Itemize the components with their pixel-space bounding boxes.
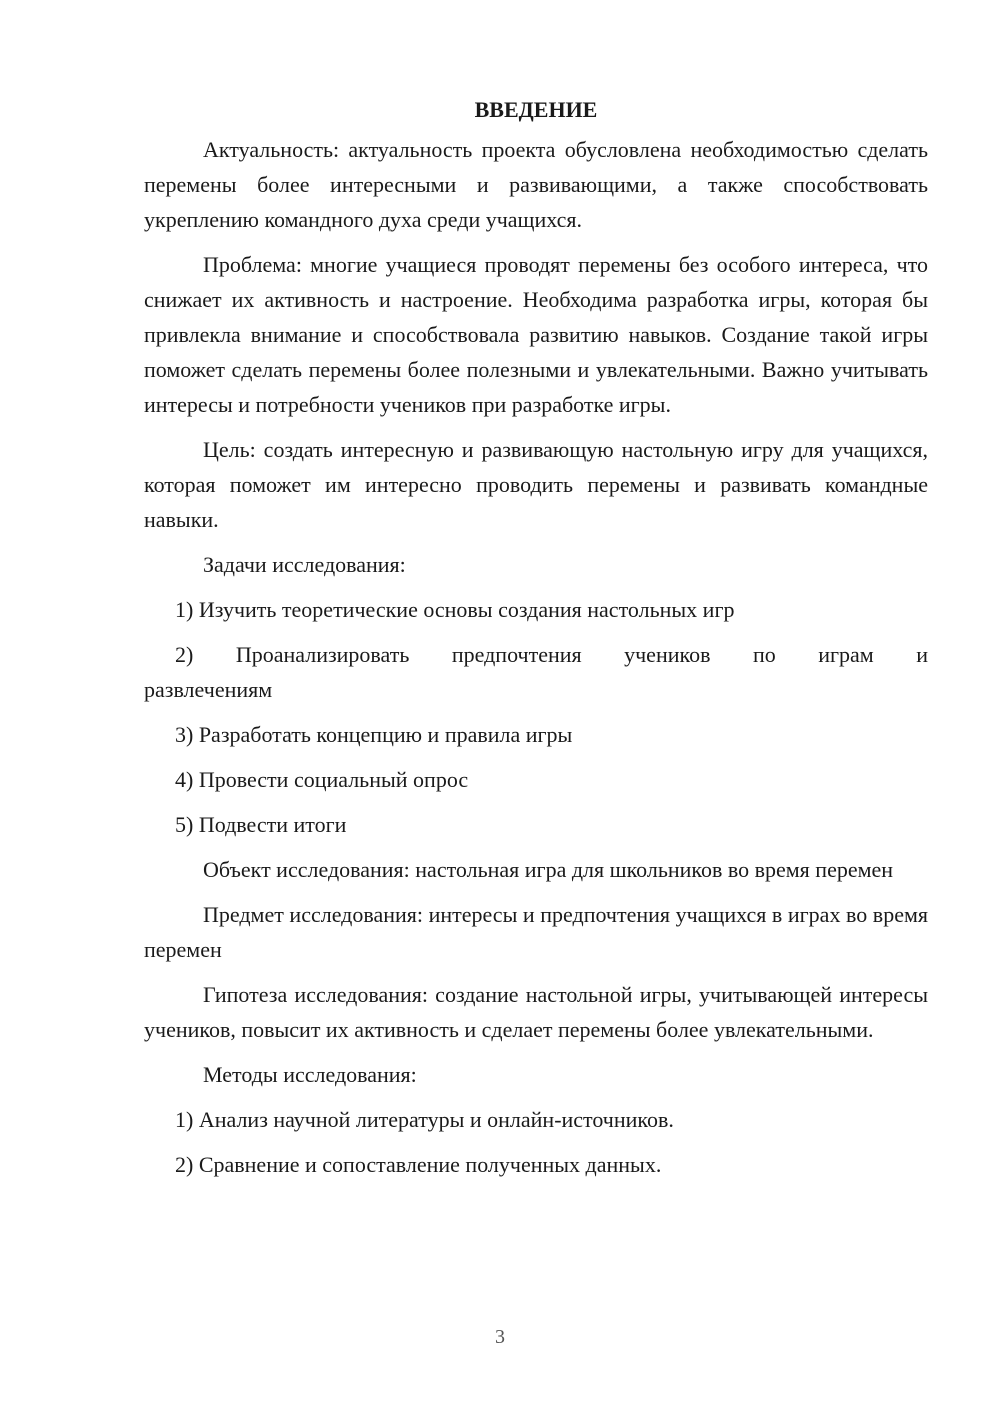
task-item: 5) Подвести итоги	[175, 812, 347, 837]
task-item: 1) Изучить теоретические основы создания настольных игр	[175, 597, 735, 622]
object-paragraph: Объект исследования: настольная игра для школьников во время перемен	[203, 857, 894, 882]
task-item: 4) Провести социальный опрос	[175, 767, 469, 792]
hypothesis-paragraph: Гипотеза исследования: создание настольной игры, учитывающей интересы учеников, повысит их активность и сделает перемены более увлекательными.	[144, 982, 928, 1042]
problem-paragraph: Проблема: многие учащиеся проводят перемены без особого интереса, что снижает их активность и настроение. Необходима разработка игры, которая бы привлекла внимание и способствовала развитию навыков. Создание такой игры поможет сделать перемены более полезными и увлекательными. Важно учитывать интересы и потребности учеников при разработке игры.	[144, 252, 928, 417]
method-item: 1) Анализ научной литературы и онлайн-источников.	[175, 1107, 674, 1132]
relevance-paragraph: Актуальность: актуальность проекта обусловлена необходимостью сделать перемены более интересными и развивающими, а также способствовать укреплению командного духа среди учащихся.	[144, 137, 928, 232]
task-item: 2) Проанализировать предпочтения учеников по играм и развлечениям	[144, 642, 928, 702]
method-item: 2) Сравнение и сопоставление полученных данных.	[175, 1152, 662, 1177]
tasks-title: Задачи исследования:	[203, 552, 406, 577]
goal-paragraph: Цель: создать интересную и развивающую настольную игру для учащихся, которая поможет им интересно проводить перемены и развивать командные навыки.	[144, 437, 928, 532]
subject-paragraph: Предмет исследования: интересы и предпочтения учащихся в играх во время перемен	[144, 902, 928, 962]
document-page	[144, 92, 928, 1192]
task-item: 3) Разработать концепцию и правила игры	[175, 722, 573, 747]
section-heading: ВВЕДЕНИЕ	[474, 97, 598, 122]
methods-title: Методы исследования:	[203, 1062, 417, 1087]
page-number: 3	[495, 1326, 505, 1348]
